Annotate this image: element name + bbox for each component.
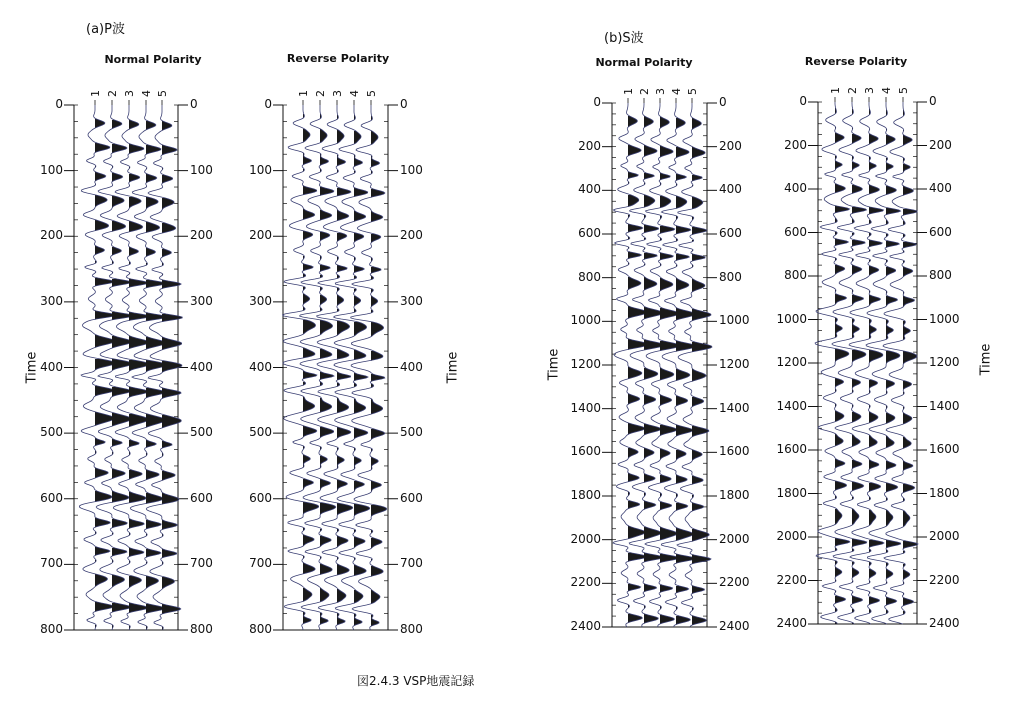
p-reverse-tick-right-400: 400 [400,359,423,374]
s-normal-trace-2 [629,103,664,627]
s-normal-tick-right-400: 400 [719,182,742,197]
p-normal-trace-number-5: 5 [156,90,169,97]
s-normal-tick-left-1400: 1400 [570,400,601,415]
p-normal-tick-left-800: 800 [40,622,63,636]
p-reverse-panel [273,90,398,630]
s-normal-trace-number-2: 2 [638,88,651,95]
s-normal-trace-number-4: 4 [670,88,683,95]
s-normal-tick-left-1200: 1200 [570,357,601,371]
s-normal-tick-right-2200: 2200 [719,575,750,590]
p-normal-trace-5-fill [162,121,182,630]
s-normal-title: Normal Polarity [595,56,693,69]
s-reverse-tick-right-600: 600 [929,224,952,239]
p-reverse-tick-left-500: 500 [249,425,272,440]
p-reverse-trace-1 [283,105,319,630]
p-normal-tick-right-400: 400 [190,359,213,374]
p-normal-tick-left-400: 400 [40,359,63,374]
p-reverse-tick-right-600: 600 [400,490,423,505]
s-reverse-tick-left-2000: 2000 [776,529,807,543]
p-normal-tick-left-300: 300 [40,293,63,308]
p-reverse-trace-number-4: 4 [348,90,361,97]
s-normal-trace-4 [661,103,696,627]
s-reverse-tick-left-1800: 1800 [776,485,807,500]
s-normal-tick-left-1800: 1800 [570,488,601,502]
p-reverse-title: Reverse Polarity [286,52,390,65]
p-reverse-trace-1-wiggle [283,105,319,630]
s-normal-trace-2-wiggle [629,103,664,627]
s-reverse-trace-number-1: 1 [829,87,842,94]
p-normal-tick-right-300: 300 [190,293,213,308]
p-reverse-tick-left-300: 300 [249,293,272,308]
p-reverse-tick-left-800: 800 [249,622,272,636]
s-reverse-tick-right-400: 400 [929,181,952,195]
p-normal-tick-right-100: 100 [190,162,213,177]
s-normal-tick-left-2000: 2000 [570,531,601,546]
p-reverse-tick-right-200: 200 [400,228,423,243]
s-normal-tick-right-1400: 1400 [719,400,750,415]
p-reverse-trace-number-3: 3 [331,90,344,97]
s-reverse-tick-right-2000: 2000 [929,529,960,543]
s-reverse-trace-number-4: 4 [880,87,893,94]
s-reverse-trace-1-fill [835,108,850,624]
figure-caption: 図2.4.3 VSP地震記録 [357,674,475,688]
p-reverse-tick-left-100: 100 [249,162,272,177]
p-normal-panel [64,90,188,630]
s-reverse-trace-number-2: 2 [846,87,859,94]
p-reverse-trace-5 [351,105,387,630]
s-reverse-tick-right-2400: 2400 [929,616,960,630]
p-normal-tick-right-700: 700 [190,556,213,571]
s-reverse-tick-left-400: 400 [784,181,807,195]
s-reverse-tick-right-800: 800 [929,268,952,282]
p-normal-title: Normal Polarity [104,53,202,66]
p-reverse-tick-left-200: 200 [249,228,272,243]
s-reverse-tick-left-200: 200 [784,137,807,152]
s-reverse-tick-left-1600: 1600 [776,442,807,456]
p-reverse-tick-right-100: 100 [400,162,423,177]
s-normal-tick-right-2000: 2000 [719,531,750,546]
p-normal-tick-left-200: 200 [40,228,63,243]
s-reverse-tick-right-1200: 1200 [929,355,960,369]
s-reverse-tick-left-1000: 1000 [776,311,807,326]
s-normal-tick-left-0: 0 [593,95,601,109]
p-normal-tick-left-100: 100 [40,162,63,177]
s-normal-tick-left-2400: 2400 [570,619,601,633]
p-normal-tick-right-600: 600 [190,490,213,505]
s-normal-tick-right-1200: 1200 [719,357,750,371]
s-normal-tick-left-400: 400 [578,182,601,197]
s-reverse-tick-right-0: 0 [929,94,937,108]
s-normal-tick-right-2400: 2400 [719,619,750,633]
s-reverse-tick-left-600: 600 [784,224,807,239]
s-normal-trace-1 [613,103,648,627]
p-normal-tick-left-0: 0 [55,97,63,111]
p-reverse-trace-number-1: 1 [297,90,310,97]
s-normal-tick-left-2200: 2200 [570,575,601,590]
s-normal-tick-right-1000: 1000 [719,313,750,328]
p-reverse-trace-2 [300,105,336,630]
s-time-label-left: Time [546,348,562,381]
p-normal-tick-right-800: 800 [190,622,213,636]
s-normal-tick-right-1800: 1800 [719,488,750,502]
s-reverse-panel [808,87,927,624]
s-normal-tick-right-800: 800 [719,269,742,284]
s-reverse-tick-left-800: 800 [784,268,807,282]
s-normal-trace-5-fill [692,118,712,625]
p-reverse-tick-right-800: 800 [400,622,423,636]
s-reverse-tick-right-1600: 1600 [929,442,960,456]
s-normal-tick-left-800: 800 [578,269,601,284]
s-normal-panel [602,88,717,627]
s-reverse-tick-right-200: 200 [929,137,952,152]
s-normal-trace-number-5: 5 [686,88,699,95]
p-normal-tick-right-200: 200 [190,228,213,243]
p-reverse-trace-3-wiggle [317,105,353,630]
p-time-label-left: Time [24,351,40,384]
s-reverse-trace-number-3: 3 [863,87,876,94]
p-reverse-trace-4 [334,105,370,630]
p-reverse-trace-3 [317,105,353,630]
s-reverse-tick-left-1200: 1200 [776,355,807,369]
s-normal-tick-left-200: 200 [578,138,601,153]
s-reverse-tick-left-2400: 2400 [776,616,807,630]
s-reverse-tick-right-1400: 1400 [929,398,960,413]
p-reverse-trace-4-wiggle [334,105,370,630]
s-normal-tick-left-1000: 1000 [570,313,601,328]
p-reverse-tick-right-300: 300 [400,293,423,308]
p-time-label-right: Time [445,351,461,384]
s-normal-trace-4-wiggle [661,103,696,627]
s-reverse-tick-right-2200: 2200 [929,572,960,587]
s-reverse-tick-right-1000: 1000 [929,311,960,326]
s-normal-tick-right-0: 0 [719,95,727,109]
p-reverse-trace-2-wiggle [300,105,336,630]
p-reverse-tick-left-0: 0 [264,97,272,111]
p-reverse-tick-left-600: 600 [249,490,272,505]
s-normal-trace-number-1: 1 [622,88,635,95]
p-reverse-tick-right-700: 700 [400,556,423,571]
p-normal-trace-number-4: 4 [140,90,153,97]
s-reverse-trace-2-fill [852,109,867,624]
p-normal-tick-left-700: 700 [40,556,63,571]
p-reverse-trace-number-5: 5 [365,90,378,97]
s-reverse-tick-left-1400: 1400 [776,398,807,413]
s-reverse-title: Reverse Polarity [804,55,908,68]
s-normal-tick-right-1600: 1600 [719,444,750,459]
p-normal-trace-1 [79,105,115,630]
p-reverse-trace-number-2: 2 [314,90,327,97]
p-normal-trace-number-1: 1 [89,90,102,97]
s-reverse-trace-number-5: 5 [897,87,910,94]
s-normal-trace-1-wiggle [613,103,648,627]
p-reverse-trace-5-wiggle [351,105,387,630]
s-normal-tick-left-1600: 1600 [570,444,601,459]
s-normal-tick-left-600: 600 [578,226,601,240]
p-normal-trace-number-2: 2 [106,90,119,97]
s-normal-tick-right-600: 600 [719,226,742,240]
p-normal-trace-number-3: 3 [123,90,136,97]
p-normal-tick-left-600: 600 [40,490,63,505]
s-reverse-tick-left-2200: 2200 [776,572,807,587]
p-reverse-tick-right-0: 0 [400,97,408,111]
p-normal-tick-right-500: 500 [190,425,213,440]
p-reverse-tick-left-700: 700 [249,556,272,571]
s-time-label-right: Time [978,343,994,376]
s-normal-tick-right-200: 200 [719,138,742,153]
s-normal-trace-number-3: 3 [654,88,667,95]
p-reverse-tick-right-500: 500 [400,425,423,440]
s-wave-panel-label: (b)S波 [604,31,644,46]
p-wave-panel-label: (a)P波 [86,22,125,37]
p-reverse-tick-left-400: 400 [249,359,272,374]
p-normal-tick-right-0: 0 [190,97,198,111]
s-reverse-tick-left-0: 0 [799,94,807,108]
s-reverse-tick-right-1800: 1800 [929,485,960,500]
p-normal-tick-left-500: 500 [40,425,63,440]
